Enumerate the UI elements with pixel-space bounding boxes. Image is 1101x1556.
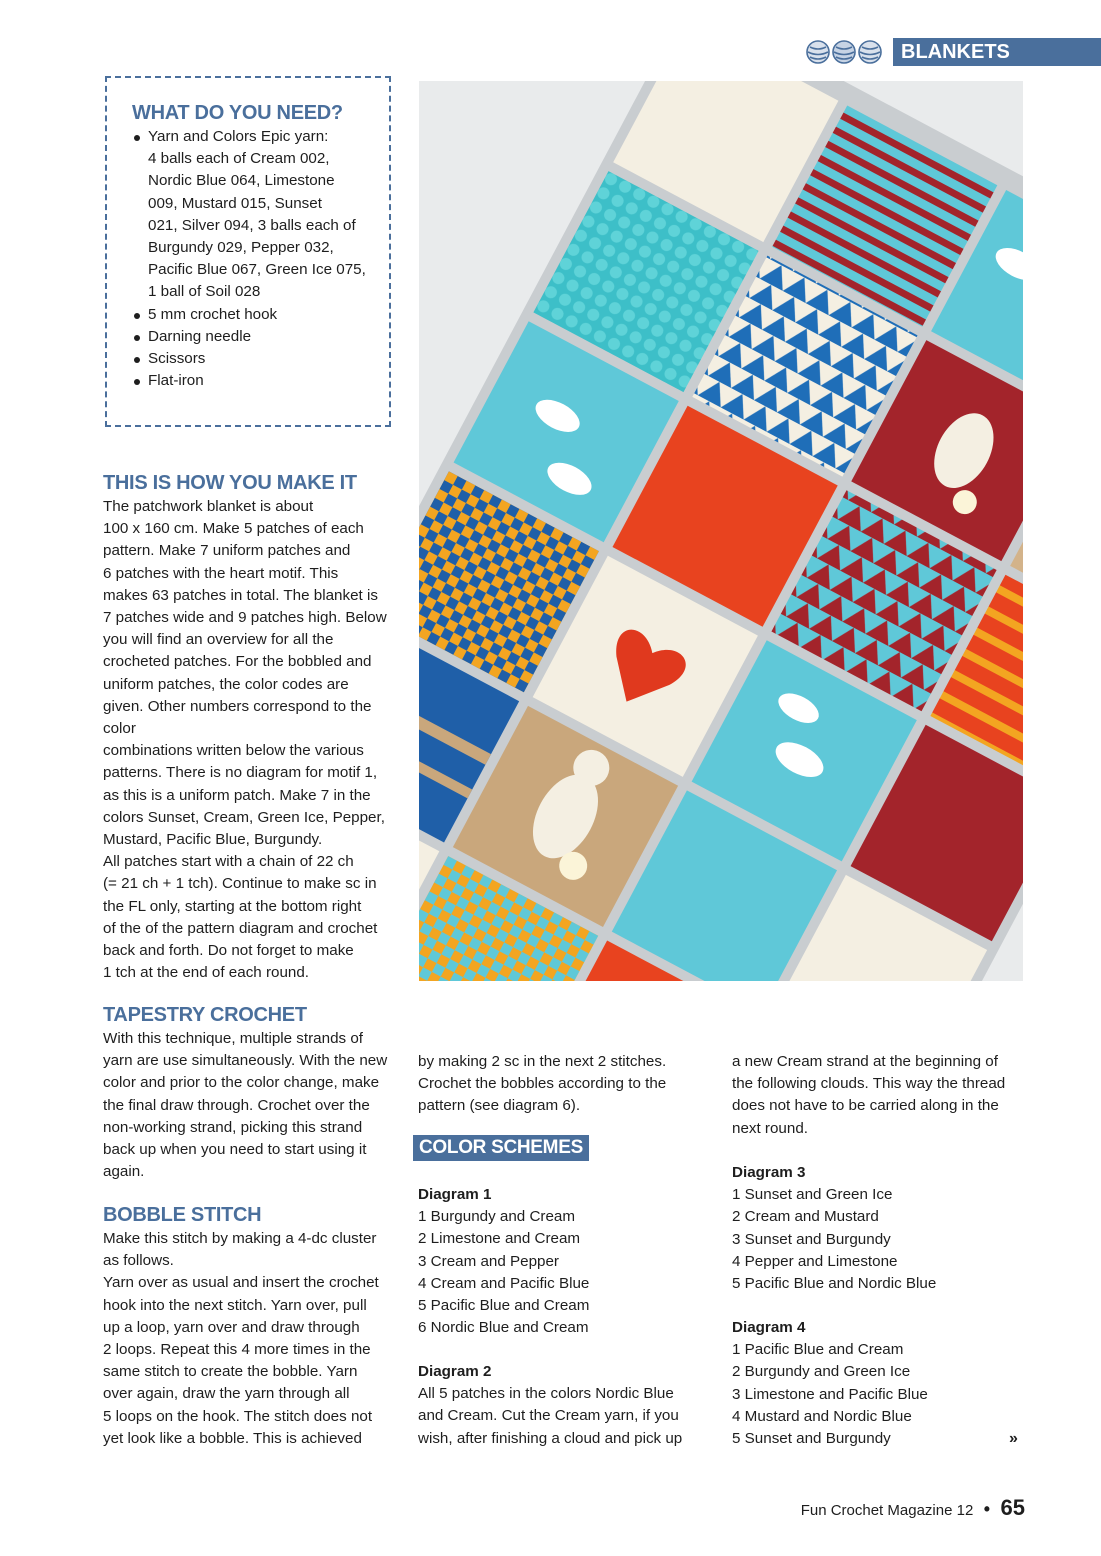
list-item: Scissors: [132, 348, 382, 370]
continue-arrow-icon: »: [1009, 1430, 1018, 1447]
make-title: THIS IS HOW YOU MAKE IT: [103, 472, 357, 494]
blanket-photo: [419, 81, 1023, 981]
diagram1-block: Diagram 1 1 Burgundy and Cream 2 Limestone and Cream 3 Cream and Pepper 4 Cream and Pacific Blue 5 Pacific Blue and Cream 6 Nordic Blue and Cream: [418, 1184, 708, 1339]
tapestry-text: With this technique, multiple strands of yarn are use simultaneously. With the new color and prior to the color change, make the final draw through. Crochet over the non-working strand, picking this strand back up when you need to start using it again.: [103, 1030, 388, 1181]
make-text: The patchwork blanket is about 100 x 160 cm. Make 5 patches of each pattern. Make 7 uniform patches and 6 patches with the heart motif. This makes 63 patches in total. The blanket is 7 patches wide and 9 patches high. Below you will find an overview for all the crocheted patches. For the bobbled and uniform patches, the color codes are given. Other numbers correspond to the color combinations written below the various patterns. There is no diagram for motif 1, as this is a uniform patch. Make 7 in the colors Sunset, Cream, Green Ice, Pepper, Mustard, Pacific Blue, Burgundy. All patches start with a chain of 22 ch (= 21 ch + 1 tch). Continue to make sc in the FL only, starting at the bottom right of the of the pattern diagram and crochet back and forth. Do not forget to make 1 tch at the end of each round.: [103, 498, 387, 982]
header-yarn-icons: [805, 38, 885, 66]
diagram4-title: Diagram 4: [732, 1319, 806, 1336]
col2-text: by making 2 sc in the next 2 stitches. Crochet the bobbles according to the pattern (see diagram 6).: [418, 1053, 667, 1115]
yarn-balls-icon: [805, 38, 885, 66]
diagram1-title: Diagram 1: [418, 1186, 492, 1203]
diagram4-block: Diagram 4 1 Pacific Blue and Cream 2 Burgundy and Green Ice 3 Limestone and Pacific Blue 4 Mustard and Nordic Blue 5 Sunset and Burgundy: [732, 1317, 1022, 1450]
tapestry-title: TAPESTRY CROCHET: [103, 1004, 307, 1026]
bobble-text: Make this stitch by making a 4-dc cluster as follows. Yarn over as usual and insert the crochet hook into the next stitch. Yarn over, pull up a loop, yarn over and draw through 2 loops. Repeat this 4 more times in the same stitch to create the bobble. Yarn over again, draw the yarn through all 5 loops on the hook. The stitch does not yet look like a bobble. This is achieved: [103, 1230, 379, 1447]
list-item: Darning needle: [132, 326, 382, 348]
magazine-name: Fun Crochet Magazine 12: [800, 1502, 974, 1519]
materials-title: WHAT DO YOU NEED?: [132, 102, 343, 124]
page-number: 65: [1000, 1495, 1025, 1520]
diagram3-title: Diagram 3: [732, 1164, 806, 1181]
section-label: BLANKETS: [901, 41, 1010, 63]
list-item: 5 mm crochet hook: [132, 304, 382, 326]
diagram3-block: Diagram 3 1 Sunset and Green Ice 2 Cream and Mustard 3 Sunset and Burgundy 4 Pepper and Limestone 5 Pacific Blue and Nordic Blue: [732, 1162, 1022, 1295]
list-item: Flat-iron: [132, 370, 382, 392]
diagram2-block: Diagram 2 All 5 patches in the colors Nordic Blue and Cream. Cut the Cream yarn, if you wish, after finishing a cloud and pick up: [418, 1361, 708, 1450]
col3-text: a new Cream strand at the beginning of the following clouds. This way the thread does not have to be carried along in the next round.: [732, 1053, 1006, 1137]
bobble-title: BOBBLE STITCH: [103, 1204, 262, 1226]
materials-list: [132, 126, 382, 392]
diagram2-title: Diagram 2: [418, 1363, 492, 1380]
page-footer: [760, 1494, 1025, 1522]
list-item: Yarn and Colors Epic yarn: 4 balls each of Cream 002, Nordic Blue 064, Limestone 009, Mustard 015, Sunset 021, Silver 094, 3 balls each of Burgundy 029, Pepper 032, Pacific Blue 067, Green Ice 075, 1 ball of Soil 028: [132, 126, 382, 304]
color-schemes-title: COLOR SCHEMES: [419, 1137, 583, 1158]
color-schemes-tag: [413, 1135, 589, 1161]
crochet-blanket-illustration: [419, 81, 1023, 981]
section-tab: [893, 38, 1101, 66]
footer-bullet: •: [983, 1499, 991, 1519]
